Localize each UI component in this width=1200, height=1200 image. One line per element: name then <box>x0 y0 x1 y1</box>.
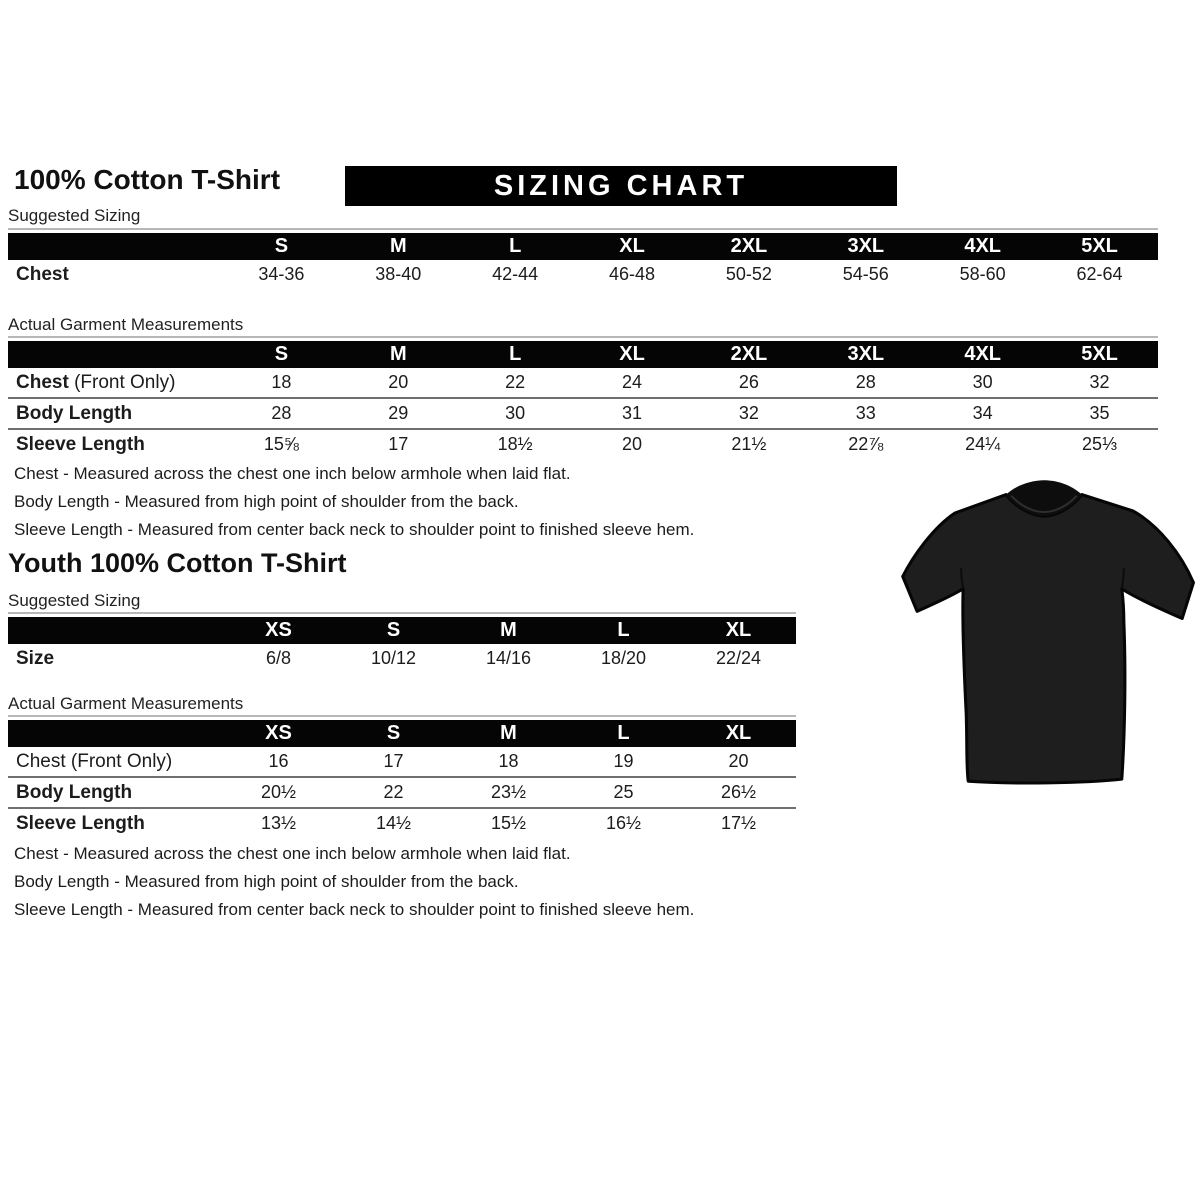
measurement-cell: 17 <box>383 751 404 771</box>
youth-actual-measurements-table <box>8 715 796 838</box>
size-column-header: L <box>457 341 574 368</box>
measurement-cell: 16 <box>268 751 289 771</box>
size-header-row <box>8 617 796 644</box>
measurement-cell: 6/8 <box>265 648 292 668</box>
row-label: Size <box>16 647 55 669</box>
measurement-cell: 28 <box>855 372 876 392</box>
measurement-cell: 32 <box>691 398 808 429</box>
header-spacer <box>8 720 221 747</box>
size-column-header: 3XL <box>807 233 924 260</box>
sizing-chart-banner <box>345 166 897 206</box>
size-column-header: 2XL <box>691 341 808 368</box>
adult-actual-measurements-label: Actual Garment Measurements <box>8 315 244 334</box>
size-column-header: S <box>336 720 451 747</box>
note-body-length: Body Length - Measured from high point of shoulder from the back. <box>14 492 519 511</box>
row-label: Body Length <box>8 777 221 808</box>
measurement-cell: 33 <box>807 398 924 429</box>
measurement-cell: 29 <box>340 398 457 429</box>
adult-measurement-notes <box>14 460 694 544</box>
size-column-header: M <box>451 720 566 747</box>
adult-suggested-sizing-table <box>8 228 1158 289</box>
row-label: Body Length <box>8 398 223 429</box>
youth-suggested-sizing-table <box>8 612 796 673</box>
size-header-row <box>8 720 796 747</box>
size-column-header: S <box>336 617 451 644</box>
size-column-header: XL <box>574 233 691 260</box>
table-row <box>8 747 796 777</box>
size-column-header: L <box>566 720 681 747</box>
note-chest: Chest - Measured across the chest one inch below armhole when laid flat. <box>14 464 571 483</box>
header-spacer <box>8 617 221 644</box>
measurement-cell: 18 <box>498 751 519 771</box>
adult-suggested-sizing-label: Suggested Sizing <box>8 206 141 225</box>
measurement-cell: 62-64 <box>1076 264 1123 284</box>
measurement-cell: 34 <box>924 398 1041 429</box>
size-column-header: XL <box>574 341 691 368</box>
measurement-cell: 25 <box>566 777 681 808</box>
measurement-cell: 19 <box>613 751 634 771</box>
measurement-cell: 10/12 <box>370 648 417 668</box>
measurement-cell: 21½ <box>691 429 808 459</box>
youth-suggested-sizing-label: Suggested Sizing <box>8 591 141 610</box>
black-tshirt-image <box>890 468 1198 816</box>
measurement-cell: 14/16 <box>485 648 532 668</box>
measurement-cell: 54-56 <box>842 264 889 284</box>
header-spacer <box>8 233 223 260</box>
table-row <box>8 808 796 838</box>
note-chest: Chest - Measured across the chest one inch below armhole when laid flat. <box>14 844 571 863</box>
measurement-cell: 38-40 <box>375 264 422 284</box>
measurement-cell: 20 <box>728 751 749 771</box>
measurement-cell: 22 <box>505 372 526 392</box>
measurement-cell: 18½ <box>457 429 574 459</box>
measurement-cell: 32 <box>1089 372 1110 392</box>
size-column-header: M <box>340 233 457 260</box>
size-column-header: S <box>223 233 340 260</box>
page-title: 100% Cotton T-Shirt <box>14 164 281 195</box>
size-column-header: L <box>457 233 574 260</box>
measurement-cell: 16½ <box>566 808 681 838</box>
measurement-cell: 42-44 <box>492 264 539 284</box>
table-row <box>8 260 1158 289</box>
measurement-cell: 46-48 <box>609 264 656 284</box>
size-column-header: 2XL <box>691 233 808 260</box>
measurement-cell: 24 <box>622 372 643 392</box>
note-body-length: Body Length - Measured from high point of shoulder from the back. <box>14 872 519 891</box>
size-column-header: 4XL <box>924 341 1041 368</box>
measurement-cell: 14½ <box>336 808 451 838</box>
measurement-cell: 17½ <box>681 808 796 838</box>
size-column-header: 5XL <box>1041 341 1158 368</box>
measurement-cell: 17 <box>340 429 457 459</box>
size-column-header: XL <box>681 720 796 747</box>
measurement-cell: 15⅝ <box>223 429 340 459</box>
measurement-cell: 30 <box>457 398 574 429</box>
measurement-cell: 22 <box>336 777 451 808</box>
measurement-cell: 15½ <box>451 808 566 838</box>
row-label: Chest <box>16 263 69 285</box>
measurement-cell: 34-36 <box>258 264 305 284</box>
youth-actual-measurements-label: Actual Garment Measurements <box>8 694 244 713</box>
measurement-cell: 35 <box>1041 398 1158 429</box>
measurement-cell: 50-52 <box>725 264 772 284</box>
youth-section-title: Youth 100% Cotton T-Shirt <box>8 548 347 578</box>
measurement-cell: 22/24 <box>715 648 762 668</box>
measurement-cell: 18 <box>271 372 292 392</box>
measurement-cell: 30 <box>972 372 993 392</box>
table-row <box>8 777 796 808</box>
size-column-header: S <box>223 341 340 368</box>
tshirt-icon <box>890 468 1198 816</box>
row-label: Chest (Front Only) <box>16 371 176 393</box>
size-column-header: L <box>566 617 681 644</box>
measurement-cell: 58-60 <box>959 264 1006 284</box>
table-row <box>8 644 796 673</box>
table-row <box>8 368 1158 398</box>
sizing-chart-banner-label: SIZING CHART <box>493 169 749 202</box>
row-label: Chest (Front Only) <box>16 750 173 772</box>
size-header-row <box>8 341 1158 368</box>
measurement-cell: 22⅞ <box>807 429 924 459</box>
measurement-cell: 25⅓ <box>1041 429 1158 459</box>
measurement-cell: 26½ <box>681 777 796 808</box>
size-column-header: XS <box>221 720 336 747</box>
measurement-cell: 13½ <box>221 808 336 838</box>
measurement-cell: 24¼ <box>924 429 1041 459</box>
size-column-header: 4XL <box>924 233 1041 260</box>
measurement-cell: 20½ <box>221 777 336 808</box>
measurement-cell: 20 <box>574 429 691 459</box>
size-column-header: XL <box>681 617 796 644</box>
header-spacer <box>8 341 223 368</box>
size-column-header: XS <box>221 617 336 644</box>
size-column-header: M <box>451 617 566 644</box>
youth-measurement-notes <box>14 840 694 924</box>
measurement-cell: 20 <box>388 372 409 392</box>
measurement-cell: 28 <box>223 398 340 429</box>
measurement-cell: 31 <box>574 398 691 429</box>
size-column-header: 3XL <box>807 341 924 368</box>
measurement-cell: 23½ <box>451 777 566 808</box>
note-sleeve-length: Sleeve Length - Measured from center back neck to shoulder point to finished sleeve hem. <box>14 900 695 919</box>
size-column-header: M <box>340 341 457 368</box>
measurement-cell: 26 <box>738 372 759 392</box>
table-row <box>8 398 1158 429</box>
table-row <box>8 429 1158 459</box>
row-label: Sleeve Length <box>8 429 223 459</box>
note-sleeve-length: Sleeve Length - Measured from center back neck to shoulder point to finished sleeve hem. <box>14 520 695 539</box>
row-label: Sleeve Length <box>8 808 221 838</box>
measurement-cell: 18/20 <box>600 648 647 668</box>
size-column-header: 5XL <box>1041 233 1158 260</box>
adult-actual-measurements-table <box>8 336 1158 459</box>
size-header-row <box>8 233 1158 260</box>
